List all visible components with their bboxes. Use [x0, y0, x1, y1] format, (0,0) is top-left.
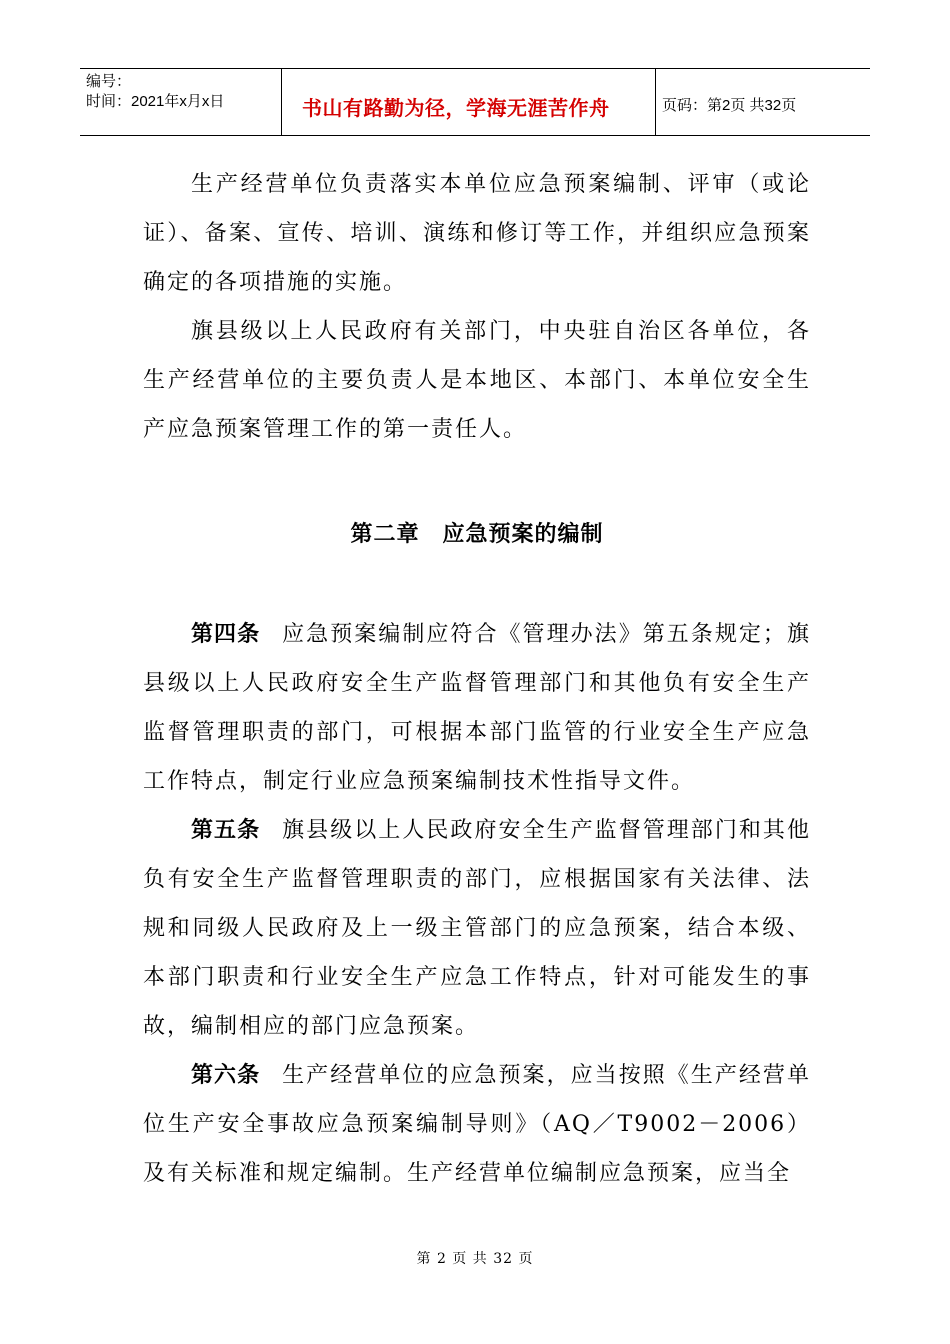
chapter-title: 第二章 应急预案的编制 — [350, 522, 604, 547]
document-number-label: 编号： — [86, 73, 132, 90]
article-4-text: 应急预案编制应符合《管理办法》第五条规定；旗县级以上人民政府安全生产监督管理部门和其他负有安全生产监督管理职责的部门，可根据本部门监管的行业安全生产应急工作特点，制定行业应急预案编制技术性指导文件。 — [143, 622, 811, 794]
header-motto: 书山有路勤为径，学海无涯苦作舟 — [302, 96, 610, 120]
article-5-text: 旗县级以上人民政府安全生产监督管理部门和其他负有安全生产监督管理职责的部门，应根据国家有关法律、法规和同级人民政府及上一级主管部门的应急预案，结合本级、本部门职责和行业安全生产应急工作特点，针对可能发生的事故，编制相应的部门应急预案。 — [143, 818, 811, 1039]
document-header — [80, 68, 870, 136]
header-page-info: 页码：第2页 共32页 — [662, 97, 797, 114]
header-page-cell — [656, 69, 870, 135]
page-footer: 第 2 页 共 32 页 — [416, 1251, 534, 1267]
article-6 — [143, 1051, 811, 1198]
header-meta-cell — [80, 69, 282, 135]
article-4-label: 第四条 — [191, 622, 261, 647]
article-5 — [143, 806, 811, 1051]
article-6-text: 生产经营单位的应急预案，应当按照《生产经营单位生产安全事故应急预案编制导则》（AQ／T9002－2006）及有关标准和规定编制。生产经营单位编制应急预案，应当全 — [143, 1063, 811, 1186]
paragraph-1: 生产经营单位负责落实本单位应急预案编制、评审（或论证）、备案、宣传、培训、演练和修订等工作，并组织应急预案确定的各项措施的实施。 — [143, 172, 811, 295]
article-5-label: 第五条 — [191, 818, 261, 843]
article-4 — [143, 610, 811, 806]
document-body — [143, 160, 811, 1198]
header-motto-cell — [282, 69, 656, 135]
paragraph-2: 旗县级以上人民政府有关部门，中央驻自治区各单位，各生产经营单位的主要负责人是本地区、本部门、本单位安全生产应急预案管理工作的第一责任人。 — [143, 319, 811, 442]
document-time-label: 时间：2021年x月x日 — [86, 93, 225, 110]
article-6-label: 第六条 — [191, 1063, 261, 1088]
